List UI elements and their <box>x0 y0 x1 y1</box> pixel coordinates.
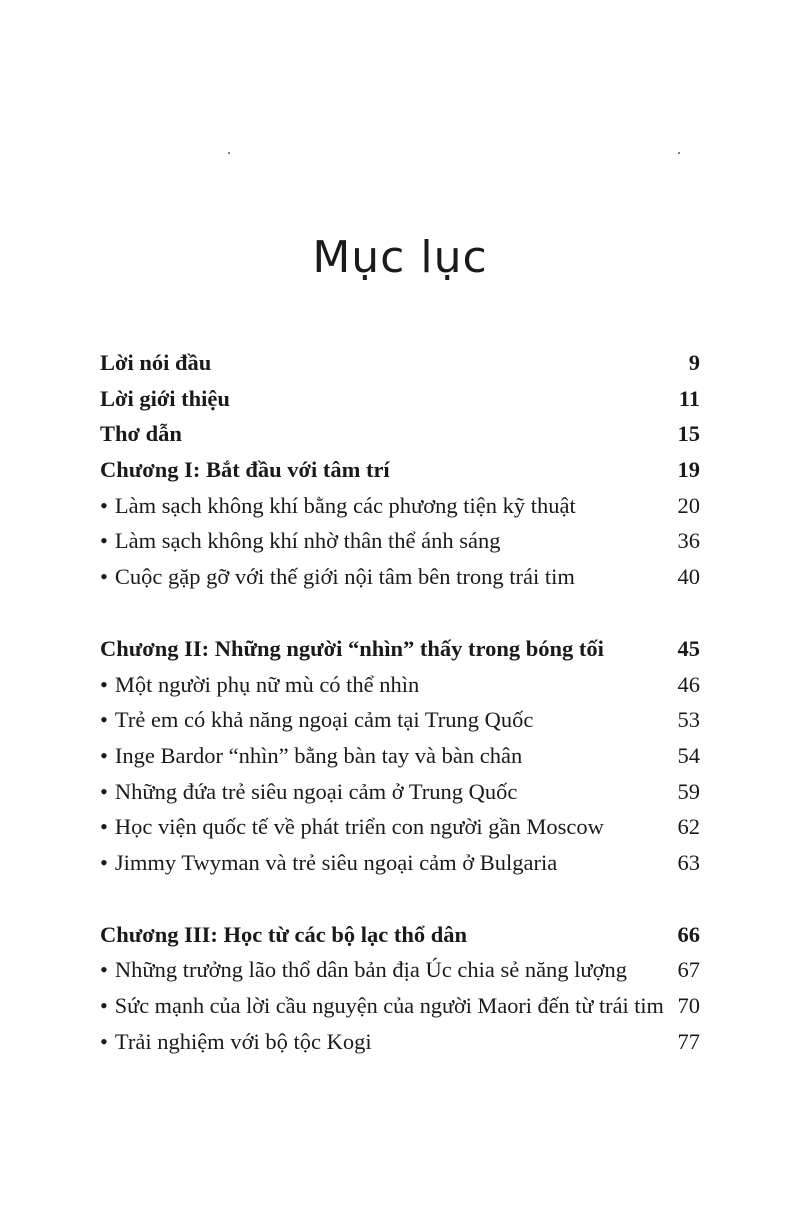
toc-entry <box>100 416 182 452</box>
toc-entry-label: Thơ dẫn <box>100 421 182 447</box>
bullet-icon: • <box>100 707 108 733</box>
toc-entry <box>100 523 500 559</box>
toc-page-number: 19 <box>677 457 700 483</box>
toc-page-number: 36 <box>677 528 700 554</box>
toc-item-row <box>100 845 700 881</box>
toc-entry-label: Lời nói đầu <box>100 350 212 375</box>
toc-entry <box>100 774 517 810</box>
toc-entry-label: Cuộc gặp gỡ với thế giới nội tâm bên trong trái tim <box>114 564 575 590</box>
bullet-icon: • <box>100 742 108 768</box>
toc-item-row <box>100 1024 700 1060</box>
toc-entry <box>100 667 419 703</box>
toc-entry <box>100 381 230 417</box>
toc-entry <box>100 1024 372 1060</box>
toc-page-number: 63 <box>677 849 700 875</box>
toc-chapter-row <box>100 381 700 417</box>
toc-entry <box>100 559 575 595</box>
toc-page-number: 62 <box>677 814 700 840</box>
toc-page-number: 67 <box>677 957 700 983</box>
toc-entry <box>100 452 390 488</box>
toc-item-row <box>100 809 700 845</box>
bullet-icon: • <box>100 671 108 697</box>
toc-item-row <box>100 774 700 810</box>
toc-entry <box>100 988 664 1024</box>
page-speck <box>678 152 680 154</box>
toc-item-row <box>100 523 700 559</box>
toc-entry <box>100 345 211 381</box>
toc-page-number: 59 <box>677 778 700 804</box>
toc-entry <box>100 702 533 738</box>
toc-page-number: 11 <box>678 385 700 411</box>
toc-chapter-row <box>100 631 700 667</box>
toc-entry-label: Trải nghiệm với bộ tộc Kogi <box>114 1028 372 1054</box>
page-title: Mục lục <box>312 232 488 283</box>
bullet-icon: • <box>100 492 108 518</box>
toc-entry-label: Lời giới thiệu <box>100 385 230 411</box>
toc-entry <box>100 488 576 524</box>
toc-entry <box>100 917 467 953</box>
toc-entry <box>100 845 557 881</box>
toc-entry-label: Chương III: Học từ các bộ lạc thổ dân <box>100 921 467 947</box>
toc-page-number: 54 <box>677 742 700 768</box>
toc-item-row <box>100 559 700 595</box>
section-gap <box>100 881 700 917</box>
toc-page-number: 77 <box>677 1028 700 1054</box>
toc-chapter-row <box>100 416 700 452</box>
toc-entry-label: Chương I: Bắt đầu với tâm trí <box>100 457 390 483</box>
toc-chapter-row <box>100 345 700 381</box>
toc-page-number: 40 <box>677 564 700 590</box>
toc-entry <box>100 952 627 988</box>
bullet-icon: • <box>100 1028 108 1054</box>
bullet-icon: • <box>100 993 108 1018</box>
toc-item-row <box>100 702 700 738</box>
bullet-icon: • <box>100 564 108 590</box>
toc-page-number: 9 <box>688 350 700 375</box>
toc-chapter-row <box>100 917 700 953</box>
toc-page-number: 15 <box>677 421 700 447</box>
toc-page-number: 46 <box>677 671 700 697</box>
table-of-contents <box>100 345 700 1059</box>
toc-entry-label: Chương II: Những người “nhìn” thấy trong bóng tối <box>100 635 604 661</box>
toc-entry-label: Inge Bardor “nhìn” bằng bàn tay và bàn chân <box>114 742 523 768</box>
toc-entry-label: Làm sạch không khí nhờ thân thể ánh sáng <box>114 528 501 554</box>
bullet-icon: • <box>100 957 108 983</box>
toc-entry-label: Trẻ em có khả năng ngoại cảm tại Trung Quốc <box>114 707 534 733</box>
toc-entry-label: Học viện quốc tế về phát triển con người gần Moscow <box>114 814 604 840</box>
toc-entry-label: Jimmy Twyman và trẻ siêu ngoại cảm ở Bulgaria <box>114 849 558 875</box>
toc-entry-label: Những đứa trẻ siêu ngoại cảm ở Trung Quốc <box>114 778 518 804</box>
toc-page-number: 45 <box>677 635 700 661</box>
toc-entry-label: Một người phụ nữ mù có thể nhìn <box>114 671 420 697</box>
toc-item-row <box>100 988 700 1024</box>
toc-entry <box>100 631 604 667</box>
toc-item-row <box>100 738 700 774</box>
toc-entry-label: Những trưởng lão thổ dân bản địa Úc chia sẻ năng lượng <box>114 957 628 983</box>
toc-page-number: 66 <box>677 921 700 947</box>
toc-entry <box>100 738 522 774</box>
bullet-icon: • <box>100 814 108 840</box>
toc-item-row <box>100 667 700 703</box>
section-gap <box>100 595 700 631</box>
bullet-icon: • <box>100 778 108 804</box>
toc-entry-label: Làm sạch không khí bằng các phương tiện kỹ thuật <box>114 492 576 518</box>
toc-item-row <box>100 952 700 988</box>
toc-entry <box>100 809 604 845</box>
toc-page-number: 70 <box>677 993 700 1018</box>
bullet-icon: • <box>100 849 108 875</box>
toc-chapter-row <box>100 452 700 488</box>
toc-entry-label: Sức mạnh của lời cầu nguyện của người Maori đến từ trái tim <box>114 993 664 1018</box>
toc-page-number: 20 <box>677 492 700 518</box>
page-speck <box>228 152 230 154</box>
toc-item-row <box>100 488 700 524</box>
bullet-icon: • <box>100 528 108 554</box>
toc-page-number: 53 <box>677 707 700 733</box>
